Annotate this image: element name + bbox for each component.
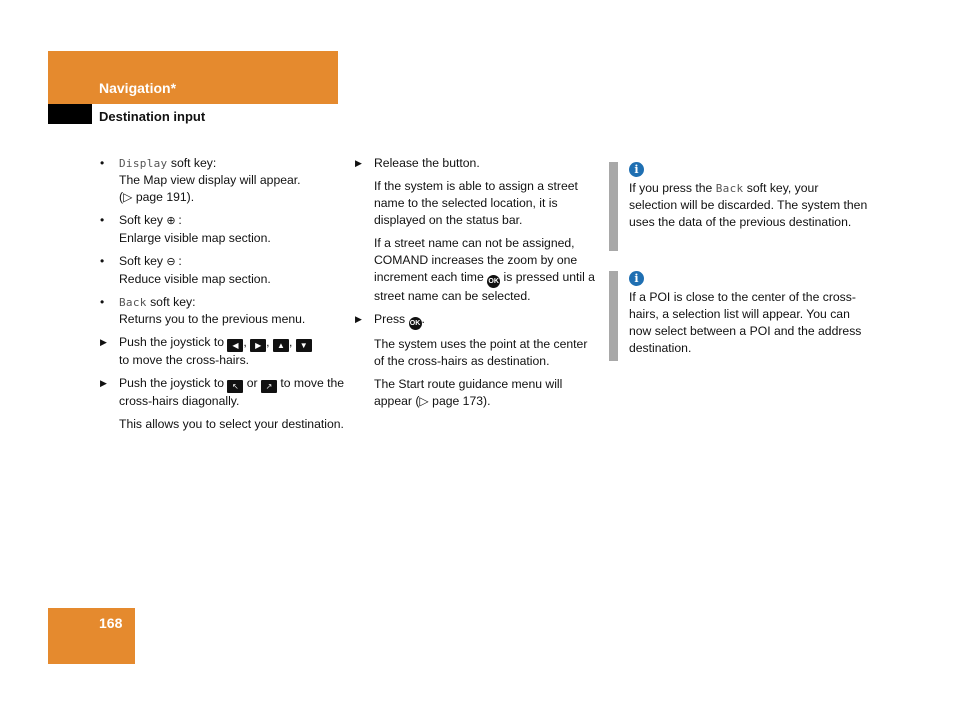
subtitle: Destination input <box>99 109 206 124</box>
zoom-out-icon: ⊖ <box>166 256 176 268</box>
info-note: i If a POI is close to the center of the cross-hairs, a selection list will appear. You can now select between a POI and the address destination. <box>609 271 869 361</box>
ok-button-icon: OK <box>409 317 422 330</box>
start-route-desc: The Start route guidance menu will appear (▷ page 173). <box>374 377 563 408</box>
page-ref-icon: ▷ <box>123 190 133 204</box>
step-arrow-icon: ▶ <box>100 378 107 388</box>
bullet-icon: • <box>100 213 105 227</box>
joystick-right-icon: ▶ <box>250 339 266 352</box>
zoom-in-icon: ⊕ <box>166 215 176 227</box>
page-ref-icon: ▷ <box>419 394 429 408</box>
list-item: • Soft key ⊖ : Reduce visible map section. <box>100 254 271 286</box>
list-item: • Soft key ⊕ : Enlarge visible map section. <box>100 213 271 245</box>
joystick-left-icon: ◀ <box>227 339 243 352</box>
column-middle <box>355 155 600 416</box>
display-softkey: Display <box>119 157 168 170</box>
zoom-out-desc: Reduce visible map section. <box>119 272 271 286</box>
column-left <box>100 155 345 439</box>
page-number: 168 <box>99 615 123 631</box>
page-ref: page 191). <box>135 190 195 204</box>
joystick-diag-upleft-icon: ↖ <box>227 380 243 393</box>
display-desc: The Map view display will appear. <box>119 173 301 187</box>
assign-desc: If the system is able to assign a street name to the selected location, it is displayed on the status bar. <box>374 179 578 227</box>
step-item: ▶ Push the joystick to ◀ , ▶ , ▲ , ▼ to move the cross-hairs. <box>100 334 345 369</box>
list-item: • Back soft key: Returns you to the previous menu. <box>100 295 306 326</box>
back-desc: Returns you to the previous menu. <box>119 312 306 326</box>
bullet-icon: • <box>100 156 105 170</box>
no-street-desc: If a street name can not be assigned, COMAND increases the zoom by one increment each time OK is pressed until a street name can be selected. <box>374 236 595 303</box>
back-softkey: Back <box>119 296 147 309</box>
joystick-diag-upright-icon: ↗ <box>261 380 277 393</box>
step-item: ▶ Push the joystick to ↖ or ↗ to move the cross-hairs diagonally. <box>100 376 345 408</box>
zoom-in-desc: Enlarge visible map section. <box>119 231 271 245</box>
step-item: ▶ Press OK. <box>355 311 600 330</box>
joystick-down-icon: ▼ <box>296 339 312 352</box>
bullet-icon: • <box>100 295 105 309</box>
info-note: i If you press the Back soft key, your selection will be discarded. The system then uses the data of the previous destination. <box>609 162 869 251</box>
subtitle-marker <box>48 104 92 124</box>
bullet-icon: • <box>100 254 105 268</box>
list-item: • Display soft key: The Map view display will appear. (▷ page 191). <box>100 156 301 204</box>
page-ref: page 173). <box>432 394 491 408</box>
section-title: Navigation* <box>99 80 177 96</box>
joystick-up-icon: ▲ <box>273 339 289 352</box>
step-arrow-icon: ▶ <box>355 158 362 168</box>
info-icon: i <box>629 162 644 177</box>
ok-button-icon: OK <box>487 275 500 288</box>
step-arrow-icon: ▶ <box>100 337 107 347</box>
select-desc: This allows you to select your destination. <box>119 417 344 431</box>
step-arrow-icon: ▶ <box>355 314 362 324</box>
point-desc: The system uses the point at the center of the cross-hairs as destination. <box>374 337 588 368</box>
info-icon: i <box>629 271 644 286</box>
step-item: ▶ Release the button. <box>355 156 480 170</box>
back-softkey: Back <box>715 182 744 195</box>
header-band <box>48 51 338 104</box>
